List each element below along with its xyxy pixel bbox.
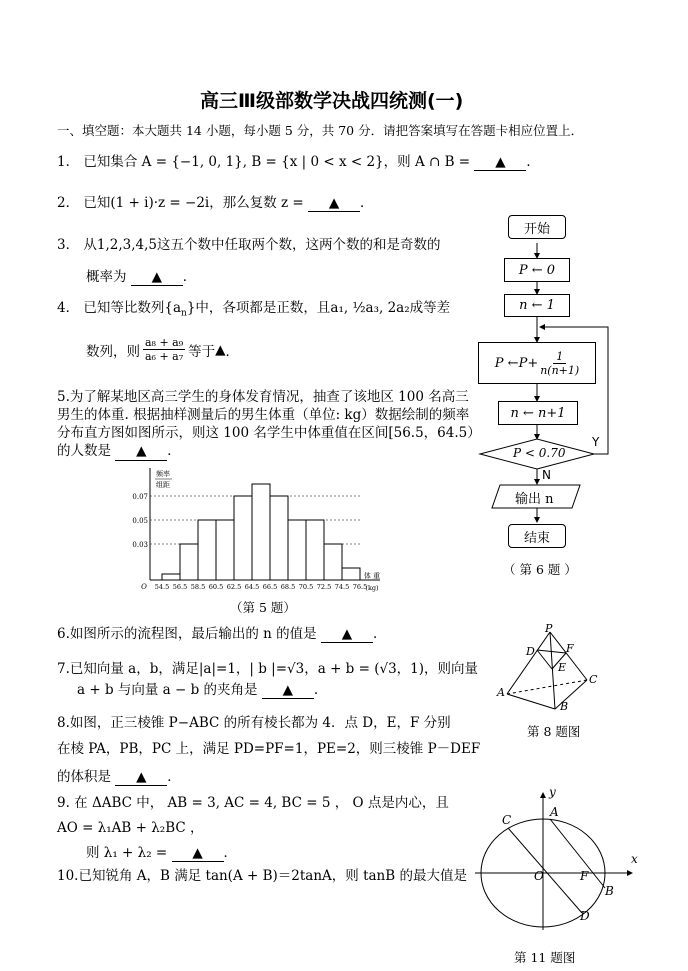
- question-4: 4． 已知等比数列$\{a_n\}$中，各项都是正数，且a₁, ½a₃, 2a₂成等差: [57, 300, 451, 319]
- point-label: D: [580, 909, 590, 923]
- answer-blank: ▲: [474, 154, 526, 171]
- point-label: C: [502, 813, 512, 827]
- question-3: 3． 从1,2,3,4,5这五个数中任取两个数，这两个数的和是奇数的: [57, 237, 441, 253]
- question-9: 9. 在 ΔABC 中， AB = 3, AC = 4, BC = 5 ， O 点是内心，且: [57, 795, 449, 811]
- question-6: 6.如图所示的流程图，最后输出的 n 的值是 ▲ ．: [57, 626, 387, 642]
- x-tick-label: 64.5: [244, 583, 260, 591]
- origin-label: O: [141, 583, 147, 591]
- answer-blank: ▲: [115, 442, 167, 461]
- y-tick-label: 0.03: [132, 541, 148, 549]
- flow-init-n: n ← 1: [504, 294, 570, 317]
- pyramid-caption: 第 8 题图: [527, 724, 581, 739]
- vertex-label: F: [566, 642, 574, 655]
- vertex-label: C: [589, 673, 598, 686]
- histogram-bar: [252, 484, 270, 580]
- axis-label: x: [631, 852, 638, 866]
- flow-output: 输出 n: [515, 492, 554, 507]
- answer-blank: ▲: [262, 682, 314, 699]
- flow-no-label: N: [542, 468, 551, 482]
- axis-label: y: [549, 785, 556, 799]
- histogram-caption: （第 5 题）: [230, 600, 296, 615]
- histogram-bar: [342, 568, 360, 580]
- vertex-label: P: [545, 622, 553, 635]
- flow-update-n: n ← n+1: [498, 401, 578, 425]
- question-2: 2． 已知(1 + i)·z = −2i，那么复数 z = ▲ ．: [57, 195, 374, 211]
- flow-yes-label: Y: [592, 435, 600, 449]
- question-8-line3: 的体积是 ▲ ．: [57, 769, 181, 785]
- question-1: 1． 已知集合 A = {−1, 0, 1}, B = {x | 0 < x < 2}，则 A ∩ B = ▲ ．: [57, 154, 540, 170]
- question-8: 8.如图，正三棱锥 P−ABC 的所有棱长都为 4．点 D，E，F 分别: [57, 715, 451, 731]
- x-tick-label: 76.5: [352, 583, 368, 591]
- histogram-bar: [234, 496, 252, 580]
- question-8-line2: 在棱 PA，PB，PC 上，满足 PD=PF=1，PE=2，则三棱锥 P－DEF: [57, 741, 481, 757]
- x-tick-label: 70.5: [298, 583, 314, 591]
- histogram-bar: [162, 574, 180, 580]
- page-title: 高三Ⅲ级部数学决战四统测(一): [200, 90, 464, 112]
- answer-mark: ▲: [215, 341, 226, 358]
- histogram-bar: [216, 520, 234, 580]
- section-heading: 一、填空题：本大题共 14 小题，每小题 5 分，共 70 分．请把答案填写在答题卡相应位置上．: [57, 123, 584, 138]
- histogram-bar: [270, 496, 288, 580]
- y-tick-label: 0.07: [132, 493, 148, 501]
- x-tick-label: 72.5: [316, 583, 332, 591]
- x-tick-label: 60.5: [208, 583, 224, 591]
- x-tick-label: 54.5: [154, 583, 170, 591]
- question-3-line2: 概率为 ▲ ．: [86, 269, 197, 285]
- answer-blank: ▲: [115, 769, 167, 786]
- fraction: a₈ + a₉ a₆ + a₇: [145, 336, 184, 363]
- question-7-line2: a + b 与向量 a − b 的夹角是 ▲ ．: [77, 682, 328, 698]
- x-tick-label: 62.5: [226, 583, 242, 591]
- histogram-bar: [324, 544, 342, 580]
- x-tick-label: 68.5: [280, 583, 296, 591]
- answer-blank: ▲: [131, 269, 183, 286]
- y-tick-label: 0.05: [132, 517, 148, 525]
- question-9-line3: 则 λ₁ + λ₂ = ▲ ．: [86, 845, 238, 861]
- histogram-chart: [128, 464, 388, 599]
- vertex-label: E: [558, 661, 567, 674]
- answer-blank: ▲: [321, 626, 373, 643]
- flow-condition: P < 0.70: [513, 446, 566, 460]
- x-tick-label: 56.5: [172, 583, 188, 591]
- pyramid-figure: [495, 622, 605, 717]
- y-axis-label-top: 频率: [156, 470, 170, 478]
- question-4-line2: 数列，则 a₈ + a₉ a₆ + a₇ 等于 ▲ ．: [86, 336, 240, 363]
- flow-init-p: P ← 0: [504, 258, 570, 282]
- ellipse-caption: 第 11 题图: [514, 950, 576, 965]
- y-axis-label-bottom: 组距: [156, 481, 170, 489]
- point-label: A: [550, 805, 559, 819]
- histogram-bar: [288, 520, 306, 580]
- question-9-line2: AO = λ₁AB + λ₂BC ，: [57, 820, 204, 836]
- answer-blank: ▲: [172, 845, 224, 862]
- x-axis-unit: (kg): [365, 584, 379, 592]
- histogram-bar: [198, 520, 216, 580]
- flow-end: 结束: [508, 524, 566, 548]
- vertex-label: A: [497, 686, 505, 699]
- question-5: 5.为了解某地区高三学生的身体发育情况，抽查了该地区 100 名高三男生的体重. 根据抽样测量后的男生体重（单位: kg）数据绘制的频率分布直方图如图所示，则这 100 名学生中体重值在区间[56.5，64.5）的人数是 ▲ ．: [57, 389, 474, 459]
- origin-label: O: [534, 869, 544, 883]
- flowchart-caption: （ 第 6 题 ）: [503, 562, 577, 577]
- ellipse-figure: [470, 785, 650, 935]
- x-tick-label: 66.5: [262, 583, 278, 591]
- question-7: 7.已知向量 a，b，满足|a|=1，| b |=√3，a + b = (√3，1)，则向量: [57, 661, 479, 677]
- x-tick-label: 74.5: [334, 583, 350, 591]
- histogram-bar: [306, 520, 324, 580]
- vertex-label: B: [560, 700, 569, 713]
- flow-start: 开始: [508, 215, 566, 239]
- vertex-label: D: [526, 645, 535, 658]
- x-axis-label: 体 重: [363, 572, 381, 580]
- x-tick-label: 58.5: [190, 583, 206, 591]
- histogram-bar: [180, 544, 198, 580]
- flow-update-p: P ←P+ $\frac{1}{n(n+1)}$: [478, 342, 596, 384]
- point-label: F: [580, 869, 589, 883]
- answer-blank: ▲: [308, 195, 360, 212]
- question-10: 10.已知锐角 A，B 满足 tan(A + B)＝2tanA，则 tanB 的最大值是: [57, 868, 467, 884]
- point-label: B: [605, 884, 614, 898]
